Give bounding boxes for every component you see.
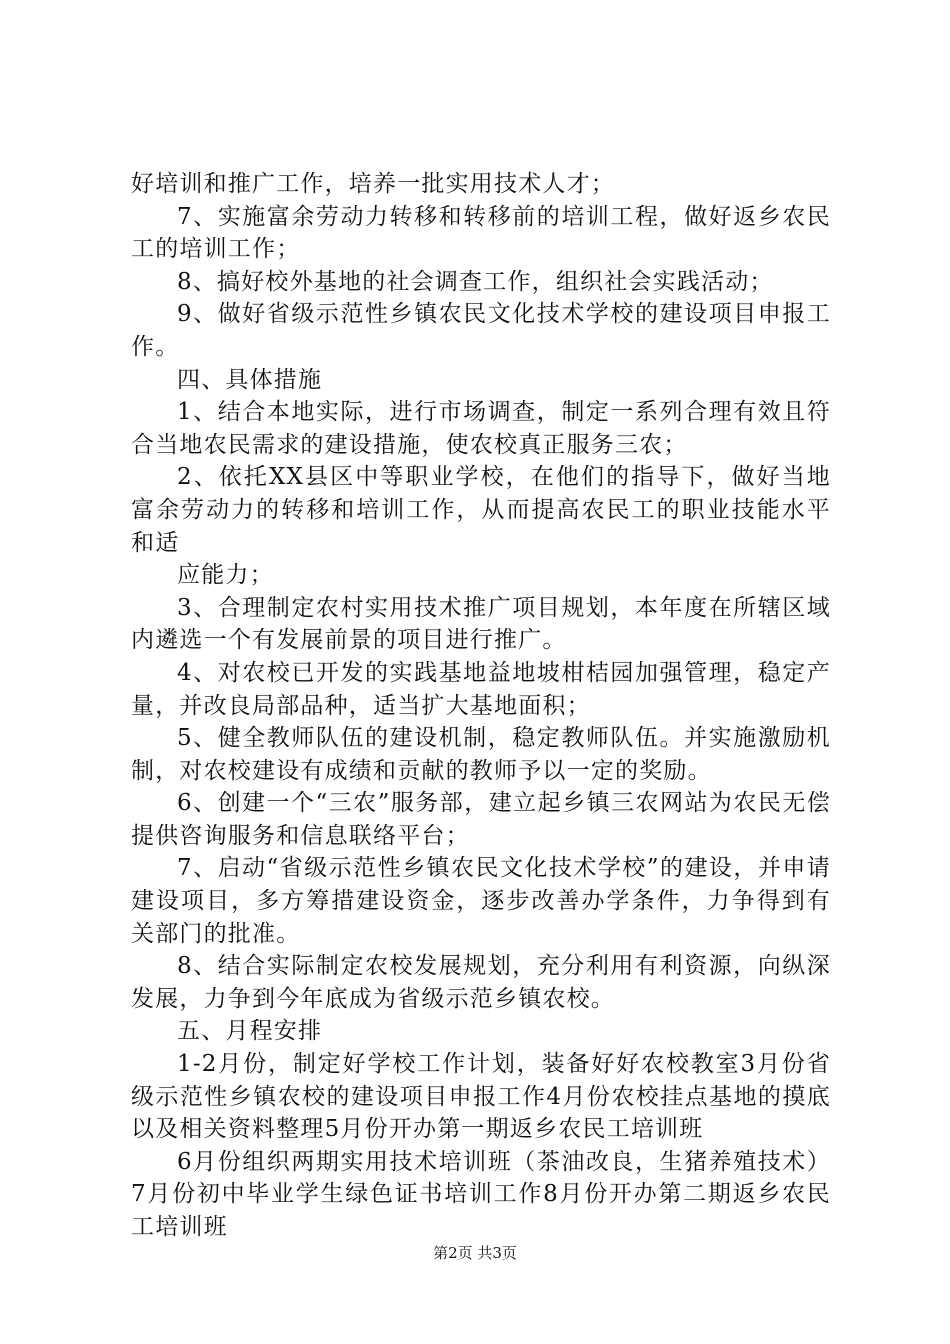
- page-number-footer: 第2页 共3页: [433, 1244, 517, 1262]
- paragraph-measure-3: 3、合理制定农村实用技术推广项目规划，本年度在所辖区域内遴选一个有发展前景的项目进行推广。: [131, 594, 831, 654]
- paragraph-continuation: 好培训和推广工作，培养一批实用技术人才；: [131, 171, 615, 197]
- paragraph-measure-8: 8、结合实际制定农校发展规划，充分利用有利资源，向纵深发展，力争到今年底成为省级示范乡镇农校。: [131, 953, 831, 1012]
- paragraph-item-9-application: 9、做好省级示范性乡镇农民文化技术学校的建设项目申报工作。: [131, 301, 831, 360]
- section-heading-schedule: 五、月程安排: [177, 1018, 323, 1045]
- paragraph-item-7-migrant-training: 7、实施富余劳动力转移和转移前的培训工程，做好返乡农民工的培训工作；: [131, 203, 831, 263]
- paragraph-measure-5: 5、健全教师队伍的建设机制，稳定教师队伍。并实施激励机制，对农校建设有成绩和贡献的教师予以一定的奖励。: [131, 725, 831, 784]
- paragraph-measure-2: 2、依托XX县区中等职业学校，在他们的指导下，做好当地富余劳动力的转移和培训工作，从而提高农民工的职业技能水平和适: [131, 464, 831, 556]
- paragraph-item-8-survey: 8、搞好校外基地的社会调查工作，组织社会实践活动；: [177, 268, 774, 295]
- paragraph-measure-4: 4、对农校已开发的实践基地益地坡柑桔园加强管理，稳定产量，并改良局部品种，适当扩大基地面积；: [131, 659, 831, 719]
- paragraph-schedule-2: 6月份组织两期实用技术培训班（茶油改良，生猪养殖技术）7月份初中毕业学生绿色证书培训工作8月份开办第二期返乡农民工培训班: [131, 1148, 831, 1240]
- document-body: [131, 168, 831, 1244]
- paragraph-schedule-1: 1-2月份，制定好学校工作计划，装备好好农校教室3月份省级示范性乡镇农校的建设项目申报工作4月份农校挂点基地的摸底以及相关资料整理5月份开办第一期返乡农民工培训班: [131, 1051, 831, 1143]
- paragraph-measure-7: 7、启动“省级示范性乡镇农民文化技术学校”的建设，并申请建设项目，多方筹措建设资金，逐步改善办学条件，力争得到有关部门的批准。: [131, 855, 831, 947]
- paragraph-measure-2-continuation: 应能力；: [177, 562, 274, 589]
- paragraph-measure-1: 1、结合本地实际，进行市场调查，制定一系列合理有效且符合当地农民需求的建设措施，使农校真正服务三农；: [131, 399, 831, 458]
- section-heading-measures: 四、具体措施: [177, 366, 323, 393]
- paragraph-measure-6: 6、创建一个“三农”服务部，建立起乡镇三农网站为农民无偿提供咨询服务和信息联络平台；: [131, 790, 831, 849]
